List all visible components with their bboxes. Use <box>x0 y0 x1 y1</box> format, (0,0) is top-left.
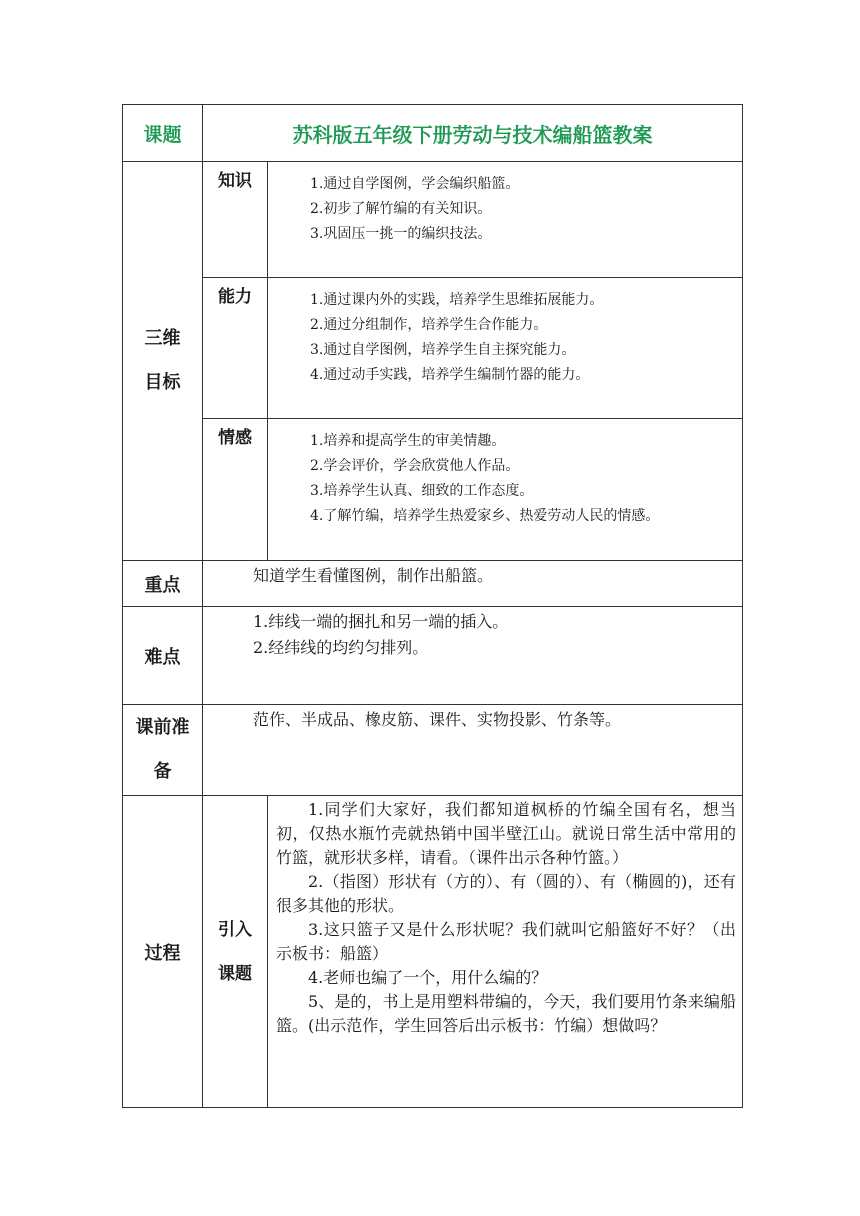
list-item: 3.巩固压一挑一的编织技法。 <box>310 226 492 242</box>
ability-list <box>268 278 742 388</box>
ability-label: 能力 <box>203 278 268 419</box>
preparation-text: 范作、半成品、橡皮筋、课件、实物投影、竹条等。 <box>203 705 743 796</box>
difficulty-row <box>123 607 743 705</box>
difficulty-line: 2.经纬线的均约匀排列。 <box>253 638 429 657</box>
stage-label-line1: 引入 <box>218 919 252 940</box>
process-paragraph: 3.这只篮子又是什么形状呢？我们就叫它船篮好不好？（出示板书：船篮） <box>276 920 736 963</box>
emotion-list <box>268 419 742 529</box>
list-item: 1.培养和提高学生的审美情趣。 <box>310 433 506 449</box>
list-item: 1.通过自学图例，学会编织船篮。 <box>310 176 520 192</box>
knowledge-list <box>268 162 742 247</box>
process-paragraph: 5、是的，书上是用塑料带编的，今天，我们要用竹条来编船篮。(出示范作，学生回答后出示板书：竹编）想做吗？ <box>276 992 736 1035</box>
process-content <box>268 796 743 1108</box>
goals-label <box>123 162 203 561</box>
ability-row <box>123 278 743 419</box>
process-row <box>123 796 743 1108</box>
list-item: 2.学会评价，学会欣赏他人作品。 <box>310 458 520 474</box>
process-paragraph: 1.同学们大家好，我们都知道枫桥的竹编全国有名，想当初，仅热水瓶竹壳就热销中国半壁江山。就说日常生活中常用的竹篮，就形状多样，请看。（课件出示各种竹篮。） <box>276 800 736 867</box>
goals-label-line2: 目标 <box>144 372 181 393</box>
key-point-label: 重点 <box>123 561 203 607</box>
list-item: 3.培养学生认真、细致的工作态度。 <box>310 483 534 499</box>
ability-content <box>268 278 743 419</box>
process-paragraph: 4.老师也编了一个，用什么编的？ <box>308 968 548 987</box>
knowledge-content <box>268 162 743 278</box>
process-stage-label <box>203 796 268 1108</box>
stage-label-line2: 课题 <box>218 963 252 984</box>
preparation-label-line2: 备 <box>153 761 172 782</box>
goals-label-line1: 三维 <box>144 328 181 349</box>
list-item: 4.了解竹编，培养学生热爱家乡、热爱劳动人民的情感。 <box>310 508 660 524</box>
preparation-row <box>123 705 743 796</box>
difficulty-label: 难点 <box>123 607 203 705</box>
process-label: 过程 <box>123 796 203 1108</box>
list-item: 3.通过自学图例，培养学生自主探究能力。 <box>310 342 576 358</box>
list-item: 4.通过动手实践，培养学生编制竹器的能力。 <box>310 367 590 383</box>
lesson-title: 苏科版五年级下册劳动与技术编船篮教案 <box>203 105 743 162</box>
title-label: 课题 <box>123 105 203 162</box>
knowledge-label: 知识 <box>203 162 268 278</box>
knowledge-row <box>123 162 743 278</box>
emotion-row <box>123 419 743 561</box>
preparation-label <box>123 705 203 796</box>
key-point-text: 知道学生看懂图例，制作出船篮。 <box>203 561 743 607</box>
list-item: 2.通过分组制作，培养学生合作能力。 <box>310 317 548 333</box>
difficulty-line: 1.纬线一端的捆扎和另一端的插入。 <box>253 612 509 631</box>
preparation-label-line1: 课前准 <box>135 717 190 738</box>
difficulty-content <box>203 607 743 705</box>
title-row <box>123 105 743 162</box>
list-item: 1.通过课内外的实践，培养学生思维拓展能力。 <box>310 292 604 308</box>
lesson-plan-table <box>122 104 743 1108</box>
list-item: 2.初步了解竹编的有关知识。 <box>310 201 492 217</box>
emotion-content <box>268 419 743 561</box>
key-point-row <box>123 561 743 607</box>
emotion-label: 情感 <box>203 419 268 561</box>
process-paragraph: 2.（指图）形状有（方的）、有（圆的）、有（椭圆的)，还有很多其他的形状。 <box>276 872 736 915</box>
